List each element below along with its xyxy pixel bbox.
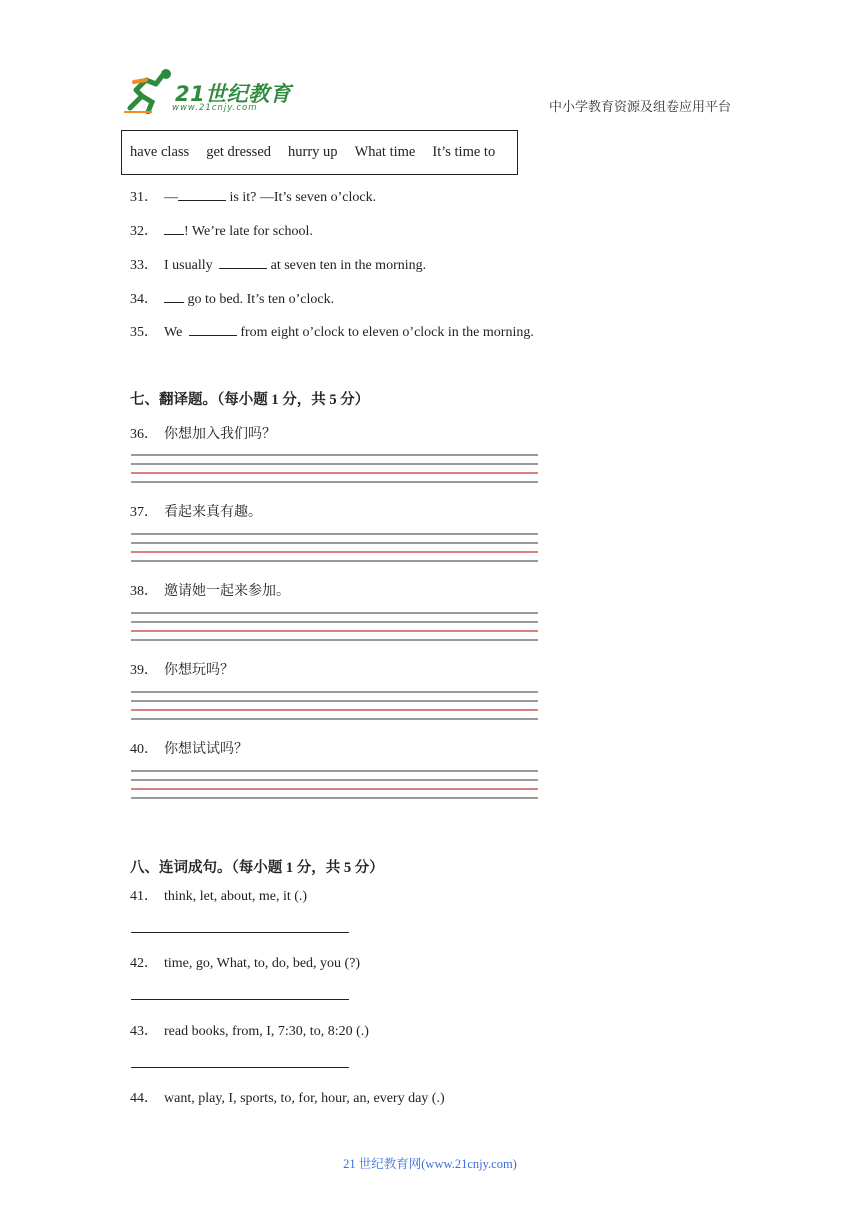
word-bank-box <box>121 130 518 175</box>
question-33: 33． I usually at seven ten in the morning. <box>130 254 426 274</box>
question-40: 40． 你想试试吗？ <box>130 742 248 757</box>
writing-lines[interactable] <box>131 454 538 484</box>
question-35: 35． We from eight o’clock to eleven o’clock in the morning. <box>130 321 534 341</box>
answer-line[interactable] <box>131 1067 349 1068</box>
question-44: 44． want, play, I, sports, to, for, hour, an, every day (.) <box>130 1091 445 1106</box>
word-bank-item: It’s time to <box>432 144 496 160</box>
word-bank-item: What time <box>354 144 416 160</box>
footer-website: 21 世纪教育网(www.21cnjy.com) <box>343 1157 517 1171</box>
question-42: 42． time, go, What, to, do, bed, you (?) <box>130 956 361 971</box>
section-title-translation: 七、翻译题。（每小题 1 分，共 5 分） <box>130 392 370 408</box>
logo-url: www.21cnjy.com <box>172 103 258 113</box>
logo-text: 21世纪教育 <box>175 82 292 106</box>
answer-blank[interactable] <box>164 220 184 235</box>
answer-blank[interactable] <box>189 321 237 336</box>
question-41: 41． think, let, about, me, it (.) <box>130 889 308 904</box>
word-bank-item: have class <box>130 144 190 160</box>
question-31: 31． — is it? —It’s seven o’clock. <box>130 186 376 206</box>
answer-blank[interactable] <box>164 288 184 303</box>
header-platform-name: 中小学教育资源及组卷应用平台 <box>549 99 732 114</box>
question-37: 37． 看起来真有趣。 <box>130 505 262 520</box>
writing-lines[interactable] <box>131 533 538 563</box>
question-36: 36． 你想加入我们吗？ <box>130 427 276 442</box>
answer-blank[interactable] <box>178 186 226 201</box>
section-title-sentence-building: 八、连词成句。（每小题 1 分，共 5 分） <box>130 860 384 876</box>
question-39: 39． 你想玩吗？ <box>130 663 234 678</box>
word-bank-item: get dressed <box>206 144 272 160</box>
question-34: 34． go to bed. It’s ten o’clock. <box>130 288 334 308</box>
writing-lines[interactable] <box>131 612 538 642</box>
question-38: 38． 邀请她一起来参加。 <box>130 584 290 599</box>
answer-line[interactable] <box>131 999 349 1000</box>
writing-lines[interactable] <box>131 691 538 721</box>
writing-lines[interactable] <box>131 770 538 800</box>
question-32: 32． ! We’re late for school. <box>130 220 313 240</box>
answer-blank[interactable] <box>219 254 267 269</box>
question-43: 43． read books, from, I, 7:30, to, 8:20 (.) <box>130 1024 369 1039</box>
word-bank-item: hurry up <box>288 144 338 160</box>
answer-line[interactable] <box>131 932 349 933</box>
